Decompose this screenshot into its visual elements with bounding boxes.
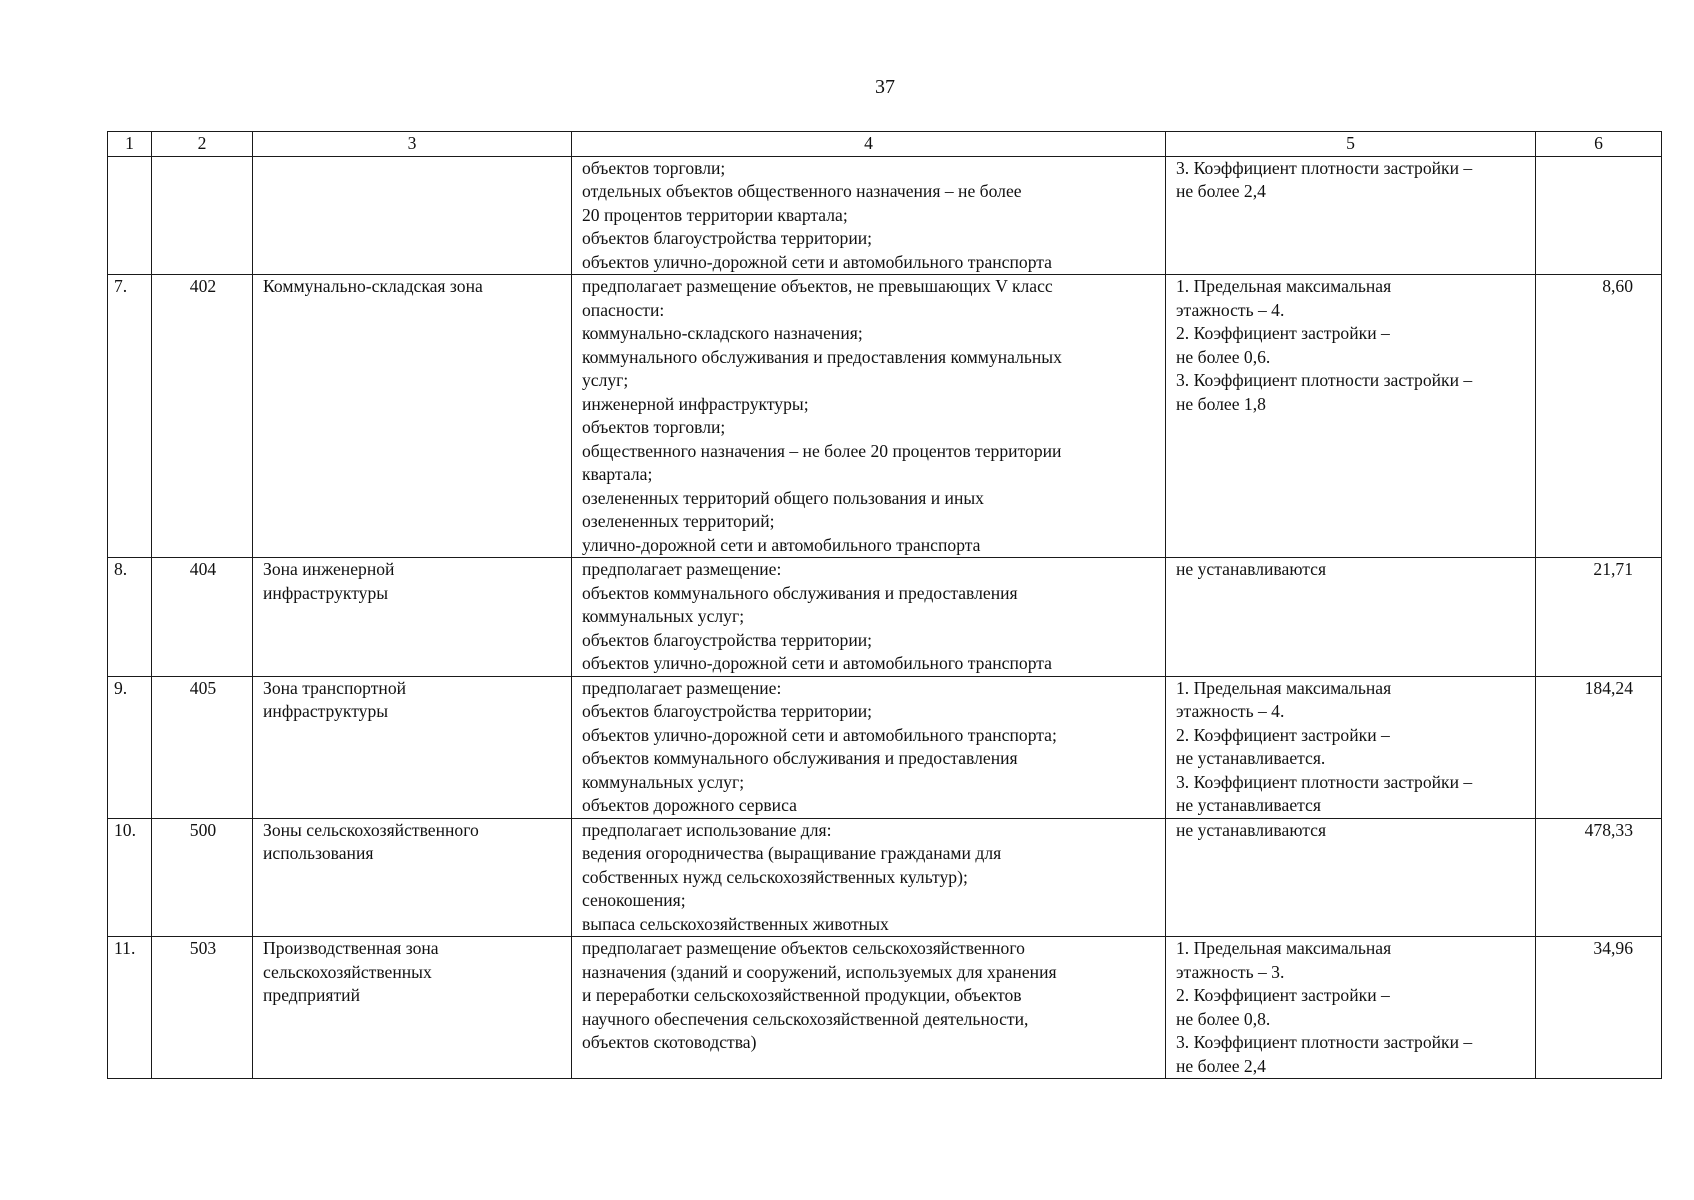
- parameter-line: этажность – 3.: [1176, 961, 1285, 982]
- description-line: объектов улично-дорожной сети и автомобильного транспорта: [582, 653, 1052, 673]
- description-line: назначения (зданий и сооружений, используемых для хранения: [582, 961, 1057, 982]
- zone-name-line: предприятий: [263, 985, 360, 1005]
- zone-name-cell: [253, 676, 572, 818]
- zone-name-line: инфраструктуры: [263, 701, 389, 721]
- parameter-line: не более 0,8.: [1176, 1008, 1271, 1029]
- zone-parameters-cell: [1166, 676, 1536, 818]
- zone-code-cell: 503: [152, 937, 253, 1079]
- zone-area-cell: 184,24: [1536, 676, 1662, 818]
- zone-area-cell: 21,71: [1536, 558, 1662, 677]
- zone-code-cell: 500: [152, 818, 253, 937]
- description-line: объектов благоустройства территории;: [582, 701, 873, 721]
- zone-name-cell: [253, 937, 572, 1079]
- parameter-line: 1. Предельная максимальная: [1176, 677, 1392, 698]
- zone-parameters-cell: [1166, 818, 1536, 937]
- parameter-line: не устанавливается: [1176, 795, 1321, 815]
- description-line: озелененных территорий;: [582, 511, 775, 531]
- parameter-line: не более 2,4: [1176, 1055, 1266, 1076]
- description-line: научного обеспечения сельскохозяйственной деятельности,: [582, 1008, 1029, 1029]
- description-line: услуг;: [582, 370, 629, 390]
- description-line: объектов торговли;: [582, 157, 726, 178]
- zone-name-line: Коммунально-складская зона: [263, 276, 483, 296]
- row-number-cell: 8.: [108, 558, 152, 677]
- description-line: инженерной инфраструктуры;: [582, 393, 809, 414]
- zone-code-cell: 404: [152, 558, 253, 677]
- zone-name-line: Производственная зона: [263, 938, 439, 958]
- zone-description-cell: [572, 676, 1166, 818]
- parameter-line: этажность – 4.: [1176, 299, 1285, 320]
- row-number-cell: 10.: [108, 818, 152, 937]
- description-line: 20 процентов территории квартала;: [582, 204, 848, 225]
- zone-area-cell: 8,60: [1536, 275, 1662, 558]
- zone-name-line: Зоны сельскохозяйственного: [263, 819, 479, 840]
- parameter-line: не более 0,6.: [1176, 346, 1271, 367]
- row-number-cell: 11.: [108, 937, 152, 1079]
- zone-code-cell: 405: [152, 676, 253, 818]
- zone-name-cell: [253, 558, 572, 677]
- zone-area-cell: [1536, 156, 1662, 275]
- description-line: опасности:: [582, 299, 665, 320]
- description-line: общественного назначения – не более 20 процентов территории: [582, 440, 1062, 461]
- description-line: объектов улично-дорожной сети и автомобильного транспорта;: [582, 724, 1057, 745]
- table-row: [108, 937, 1662, 1079]
- table-body: [108, 156, 1662, 1079]
- table-row: [108, 676, 1662, 818]
- parameter-line: 3. Коэффициент плотности застройки –: [1176, 771, 1473, 792]
- description-line: объектов коммунального обслуживания и предоставления: [582, 748, 1018, 768]
- description-line: улично-дорожной сети и автомобильного транспорта: [582, 534, 981, 555]
- header-col-1: 1: [108, 132, 152, 157]
- zone-name-line: сельскохозяйственных: [263, 961, 432, 982]
- description-line: предполагает размещение:: [582, 677, 782, 698]
- parameter-line: 1. Предельная максимальная: [1176, 938, 1392, 958]
- header-col-3: 3: [253, 132, 572, 157]
- description-line: предполагает размещение объектов, не превышающих V класс: [582, 276, 1053, 296]
- zone-parameters-cell: [1166, 558, 1536, 677]
- table-row: [108, 156, 1662, 275]
- zone-description-cell: [572, 558, 1166, 677]
- zone-area-cell: 34,96: [1536, 937, 1662, 1079]
- header-row: [108, 132, 1662, 157]
- parameter-line: 2. Коэффициент застройки –: [1176, 985, 1390, 1005]
- zone-code-cell: 402: [152, 275, 253, 558]
- description-line: коммунальных услуг;: [582, 771, 745, 792]
- zone-description-cell: [572, 275, 1166, 558]
- table-row: [108, 818, 1662, 937]
- parameter-line: не устанавливается.: [1176, 748, 1326, 768]
- parameter-line: 3. Коэффициент плотности застройки –: [1176, 1032, 1473, 1052]
- parameter-line: не более 2,4: [1176, 181, 1266, 201]
- zone-name-line: использования: [263, 843, 374, 863]
- header-col-6: 6: [1536, 132, 1662, 157]
- description-line: объектов улично-дорожной сети и автомобильного транспорта: [582, 251, 1052, 272]
- description-line: объектов торговли;: [582, 417, 726, 437]
- parameter-line: 2. Коэффициент застройки –: [1176, 724, 1390, 745]
- zone-area-cell: 478,33: [1536, 818, 1662, 937]
- description-line: озелененных территорий общего пользования и иных: [582, 487, 984, 508]
- zone-parameters-cell: [1166, 156, 1536, 275]
- description-line: объектов благоустройства территории;: [582, 228, 873, 248]
- description-line: собственных нужд сельскохозяйственных культур);: [582, 866, 968, 887]
- row-number-cell: [108, 156, 152, 275]
- description-line: предполагает использование для:: [582, 819, 832, 840]
- description-line: квартала;: [582, 464, 653, 484]
- description-line: коммунальных услуг;: [582, 606, 745, 626]
- description-line: объектов коммунального обслуживания и предоставления: [582, 582, 1018, 603]
- table-row: [108, 275, 1662, 558]
- description-line: объектов благоустройства территории;: [582, 629, 873, 650]
- parameter-line: 1. Предельная максимальная: [1176, 276, 1392, 296]
- description-line: и переработки сельскохозяйственной продукции, объектов: [582, 985, 1022, 1005]
- parameter-line: не устанавливаются: [1176, 819, 1327, 840]
- description-line: ведения огородничества (выращивание гражданами для: [582, 843, 1002, 863]
- parameter-line: не устанавливаются: [1176, 559, 1327, 579]
- zone-code-cell: [152, 156, 253, 275]
- row-number-cell: 7.: [108, 275, 152, 558]
- zone-name-cell: [253, 818, 572, 937]
- parameter-line: не более 1,8: [1176, 393, 1266, 414]
- header-col-5: 5: [1166, 132, 1536, 157]
- zone-name-line: Зона транспортной: [263, 677, 407, 698]
- zones-table: [107, 131, 1662, 1079]
- zone-name-line: Зона инженерной: [263, 559, 395, 579]
- description-line: объектов дорожного сервиса: [582, 795, 797, 815]
- row-number-cell: 9.: [108, 676, 152, 818]
- zone-description-cell: [572, 156, 1166, 275]
- description-line: предполагает размещение:: [582, 559, 782, 579]
- description-line: коммунально-складского назначения;: [582, 323, 863, 343]
- description-line: предполагает размещение объектов сельскохозяйственного: [582, 938, 1025, 958]
- description-line: сенокошения;: [582, 890, 686, 910]
- parameter-line: этажность – 4.: [1176, 701, 1285, 721]
- zone-parameters-cell: [1166, 275, 1536, 558]
- description-line: объектов скотоводства): [582, 1032, 757, 1052]
- zone-name-cell: [253, 275, 572, 558]
- parameter-line: 2. Коэффициент застройки –: [1176, 323, 1390, 343]
- description-line: выпаса сельскохозяйственных животных: [582, 913, 889, 934]
- parameter-line: 3. Коэффициент плотности застройки –: [1176, 370, 1473, 390]
- zone-parameters-cell: [1166, 937, 1536, 1079]
- zone-description-cell: [572, 818, 1166, 937]
- header-col-2: 2: [152, 132, 253, 157]
- zone-name-cell: [253, 156, 572, 275]
- zone-description-cell: [572, 937, 1166, 1079]
- description-line: коммунального обслуживания и предоставления коммунальных: [582, 346, 1062, 367]
- zone-name-line: инфраструктуры: [263, 582, 389, 603]
- description-line: отдельных объектов общественного назначения – не более: [582, 181, 1022, 201]
- page-number: 37: [875, 76, 895, 98]
- parameter-line: 3. Коэффициент плотности застройки –: [1176, 157, 1473, 178]
- header-col-4: 4: [572, 132, 1166, 157]
- table-row: [108, 558, 1662, 677]
